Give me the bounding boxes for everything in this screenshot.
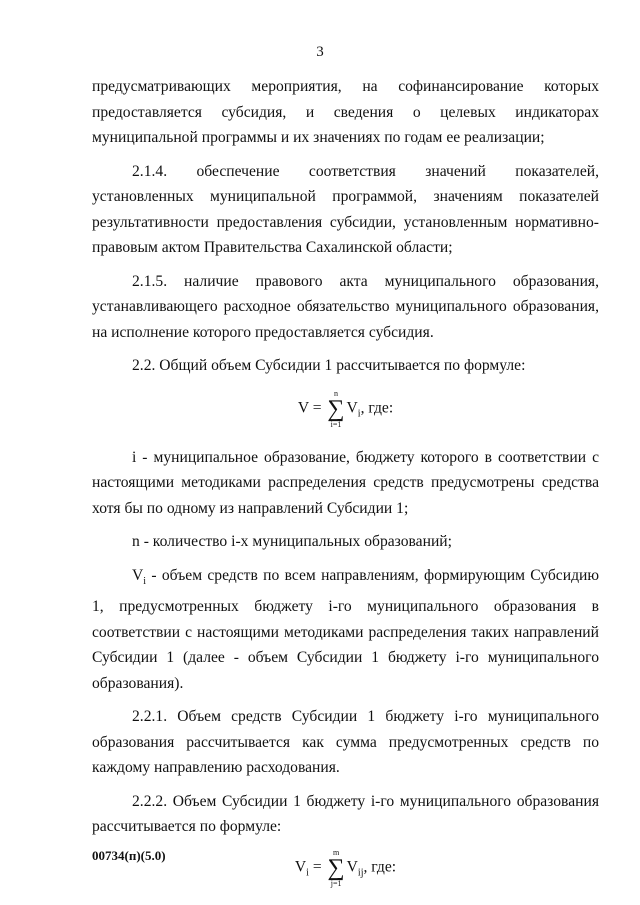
page-number: 3 xyxy=(316,44,324,60)
sum2-lower-limit: j=1 xyxy=(330,878,342,888)
formula-tail: , где: xyxy=(360,399,394,417)
sum-symbol xyxy=(327,389,344,429)
paragraph-2-2-1: 2.2.1. Объем средств Субсидии 1 бюджету i-го муниципального образования рассчитывается как сумма предусмотренных средств по каждому направлению расходования. xyxy=(92,708,599,777)
paragraph-2-2-2: 2.2.2. Объем Субсидии 1 бюджету i-го муниципального образования рассчитывается по формуле: xyxy=(92,792,599,836)
sum2-upper-limit: m xyxy=(332,847,340,857)
footer-code: 00734(п)(5.0) xyxy=(92,848,166,863)
document-body xyxy=(92,74,599,888)
paragraph-i-definition: i - муниципальное образование, бюджету которого в соответствии с настоящими методиками распределения средств предусмотрены средства хотя бы по одному из направлений Субсидии 1; xyxy=(92,448,599,517)
formula2-term: V xyxy=(346,858,358,876)
sigma-icon: ∑ xyxy=(327,395,345,422)
formula-total xyxy=(92,389,599,429)
formula-term: V xyxy=(346,399,358,417)
paragraph-n-definition: n - количество i-х муниципальных образований; xyxy=(132,533,452,550)
sigma-icon: ∑ xyxy=(327,854,345,881)
sum-lower-limit: i=1 xyxy=(330,419,342,429)
formula2-tail: , где: xyxy=(363,858,397,876)
vi-sub: i xyxy=(143,575,147,587)
vi-symbol: V xyxy=(132,566,144,584)
formula2-lhs-sub: i xyxy=(306,867,309,879)
sum-symbol-2 xyxy=(328,848,345,888)
paragraph: предусматривающих мероприятия, на софинансирование которых предоставляется субсидия, и сведения о целевых индикаторах муниципальной программы и их значениях по годам ее реализации; xyxy=(92,78,599,146)
paragraph-2-1-4: 2.1.4. обеспечение соответствия значений показателей, установленных муниципальной программой, значениям показателей результативности предоставления субсидии, установленным нормативно-правовым актом Правительства Сахалинской области; xyxy=(92,162,599,256)
formula-eq: = xyxy=(312,399,322,417)
vi-text: - объем средств по всем направлениям, формирующим Субсидию 1, предусмотренных бюджету i-го муниципального образования в соответствии с настоящими методиками распределения таких направлений Субсидии 1 (далее - объем Субсидии 1 бюджету i-го муниципального образования). xyxy=(92,566,599,692)
paragraph-vi-definition xyxy=(92,563,599,697)
paragraph-2-1-5: 2.1.5. наличие правового акта муниципального образования, устанавливающего расходное обязательство муниципального образования, на исполнение которого предоставляется субсидия. xyxy=(92,272,599,341)
formula2-eq: = xyxy=(312,858,322,876)
paragraph-2-2: 2.2. Общий объем Субсидии 1 рассчитывается по формуле: xyxy=(132,357,526,374)
formula-municipal xyxy=(92,848,599,888)
formula-term-sub: i xyxy=(357,408,361,420)
formula2-term-sub: ij xyxy=(357,867,364,879)
formula2-lhs: V xyxy=(294,858,307,876)
sum-upper-limit: n xyxy=(333,388,338,398)
formula-lhs: V xyxy=(297,399,309,417)
